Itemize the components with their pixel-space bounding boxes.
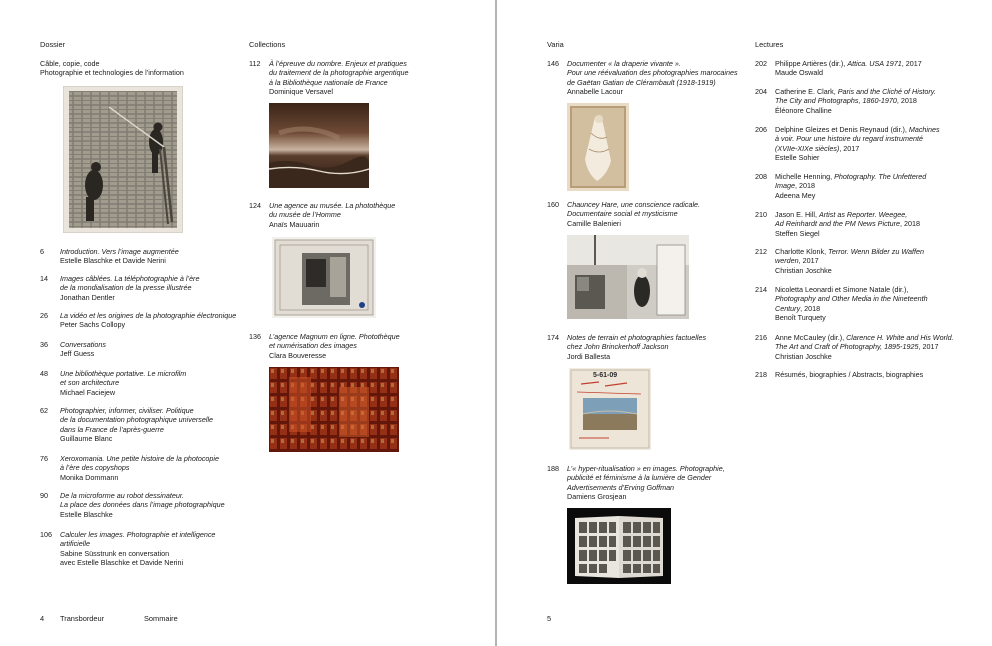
- seascape-image: [269, 103, 369, 188]
- toc-author: Guillaume Blanc: [60, 434, 113, 444]
- toc-author: Adeena Mey: [775, 190, 816, 200]
- dossier-photo: [63, 86, 183, 233]
- toc-page-number: 76: [40, 454, 48, 463]
- review-year: , 2018: [794, 181, 815, 191]
- toc-author: Benoît Turquety: [775, 313, 826, 323]
- collections-photo-archive-card: [272, 237, 376, 318]
- toc-title: La place des données dans l’image photographique: [60, 500, 225, 510]
- toc-page-number: 210: [755, 210, 767, 219]
- toc-page-number: 212: [755, 247, 767, 256]
- review-book-title: Photography and Other Media in the Nineteenth: [775, 294, 928, 304]
- book-image: [567, 508, 671, 584]
- collections-photo-magnum: [269, 367, 399, 452]
- review-book-title: à voir. Pour une histoire du regard instrumenté: [775, 134, 923, 144]
- toc-author: Annabelle Lacour: [567, 87, 623, 97]
- toc-title: Résumés, biographies / Abstracts, biographies: [775, 370, 924, 379]
- toc-title: du musée de l’Homme: [269, 210, 341, 220]
- toc-author: Christian Joschke: [775, 351, 832, 361]
- page-gutter: [495, 0, 497, 646]
- toc-page-number: 106: [40, 530, 52, 539]
- toc-author: Jordi Ballesta: [567, 351, 611, 361]
- toc-page-number: 202: [755, 59, 767, 68]
- toc-page-number: 216: [755, 333, 767, 342]
- toc-title: artificielle: [60, 539, 90, 549]
- toc-title: de la documentation photographique universelle: [60, 415, 214, 425]
- toc-page-number: 146: [547, 59, 559, 68]
- review-book-title: werden: [775, 256, 799, 266]
- slide-image: [569, 368, 651, 450]
- toc-title: Pour une réévaluation des photographies marocaines: [567, 68, 738, 78]
- review-book-title: Clarence H. White and His World.: [846, 333, 954, 342]
- review-book-title: Paris and the Cliché of History.: [837, 87, 936, 96]
- review-author: Anne McCauley (dir.),: [775, 333, 847, 342]
- toc-title: Photographier, informer, civiliser. Politique: [60, 406, 194, 415]
- dossier-topic: [40, 59, 240, 78]
- toc-author: avec Estelle Blaschke et Davide Nerini: [60, 558, 184, 568]
- toc-page-number: 112: [249, 59, 261, 68]
- review-author: Philippe Artières (dir.),: [775, 59, 848, 68]
- review-book-title: Machines: [908, 125, 940, 134]
- varia-photo-kitchen: [567, 235, 689, 319]
- toc-title: Advertisements d’Erving Goffman: [567, 482, 675, 492]
- toc-page-number: 6: [40, 247, 44, 256]
- toc-author: Estelle Sohier: [775, 153, 820, 163]
- toc-page-number: 188: [547, 464, 559, 473]
- review-author: Jason E. Hill,: [775, 210, 819, 219]
- toc-title: Une bibliothèque portative. Le microfilm: [60, 369, 187, 378]
- section-heading-varia: Varia: [547, 40, 564, 49]
- review-book-title: The City and Photographs, 1860-1970: [775, 96, 897, 106]
- footer-section-label: Sommaire: [144, 614, 178, 623]
- toc-author: Michael Faciejew: [60, 387, 116, 397]
- footer-page-number-right: 5: [547, 614, 552, 623]
- review-book-title: The Art and Craft of Photography, 1895-1925: [775, 342, 919, 352]
- review-year: , 2017: [918, 342, 939, 352]
- toc-title: publicité et féminisme à la lumière de Gender: [567, 473, 712, 483]
- review-year: , 2017: [798, 256, 819, 266]
- dossier-topic-line1: Câble, copie, code: [40, 59, 100, 68]
- toc-title: Documentaire social et mysticisme: [567, 209, 678, 219]
- section-heading-dossier: Dossier: [40, 40, 66, 49]
- review-book-title: (XVIIe-XIXe siècles): [775, 143, 840, 153]
- toc-author: Monika Dommann: [60, 472, 119, 482]
- toc-page-number: 26: [40, 311, 48, 320]
- toc-title: L’agence Magnum en ligne. Photothèque: [269, 332, 400, 341]
- review-book-title: Terror. Wenn Bilder zu Waffen: [828, 247, 925, 256]
- dossier-photo-image: [64, 87, 182, 232]
- section-heading-collections: Collections: [249, 40, 286, 49]
- toc-author: Peter Sachs Collopy: [60, 320, 126, 330]
- toc-author: Estelle Blaschke: [60, 509, 113, 519]
- toc-title: Calculer les images. Photographie et intelligence: [60, 530, 216, 539]
- toc-page-number: 136: [249, 332, 261, 341]
- toc-page-number: 206: [755, 125, 767, 134]
- toc-title: Une agence au musée. La photothèque: [269, 201, 396, 210]
- toc-title: à la Bibliothèque nationale de France: [269, 77, 388, 87]
- toc-page-number: 174: [547, 333, 559, 342]
- archive-card-image: [272, 237, 376, 318]
- review-book-title: Photography. The Unfettered: [834, 172, 927, 181]
- drapery-image: [567, 103, 629, 191]
- toc-title: Xeroxomania. Une petite histoire de la photocopie: [60, 454, 220, 463]
- toc-title: à l’ère des copyshops: [60, 463, 130, 473]
- review-author: Charlotte Klonk,: [775, 247, 829, 256]
- toc-title: Chauncey Hare, une conscience radicale.: [567, 200, 701, 209]
- toc-page-number: 14: [40, 274, 48, 283]
- review-year: , 2018: [900, 219, 921, 229]
- review-book-title: Century: [775, 303, 801, 313]
- toc-title: de la mondialisation de la presse illustrée: [60, 283, 192, 293]
- section-heading-lectures: Lectures: [755, 40, 784, 49]
- toc-page-number: 90: [40, 491, 48, 500]
- review-book-title: Attica. USA 1971: [847, 59, 902, 68]
- toc-title: L’« hyper-ritualisation » en images. Photographie,: [567, 464, 725, 473]
- toc-title: Notes de terrain et photographies factuelles: [567, 333, 707, 342]
- varia-photo-book: [567, 508, 671, 584]
- review-author: Delphine Gleizes et Denis Reynaud (dir.),: [775, 125, 909, 134]
- toc-author: Jeff Guess: [60, 349, 95, 359]
- toc-page-number: 214: [755, 285, 767, 294]
- toc-author: Maude Oswald: [775, 68, 823, 78]
- toc-page-number: 160: [547, 200, 559, 209]
- toc-author: Sabine Süsstrunk en conversation: [60, 548, 170, 558]
- toc-title: Images câblées. La téléphotographie à l’ère: [60, 274, 200, 283]
- toc-author: Clara Bouveresse: [269, 350, 327, 360]
- toc-author: Estelle Blaschke et Davide Nerini: [60, 256, 166, 266]
- dossier-topic-line2: Photographie et technologies de l’information: [40, 68, 184, 78]
- toc-title: de Gaëtan Gatian de Clérambault (1918-1919): [567, 77, 716, 87]
- toc-page-number: 208: [755, 172, 767, 181]
- toc-title: Conversations: [60, 340, 106, 349]
- toc-author: Anaïs Mauuarin: [269, 219, 320, 229]
- toc-title: Introduction. Vers l’image augmentée: [60, 247, 179, 256]
- toc-author: Dominique Versavel: [269, 87, 333, 97]
- toc-page-number: 48: [40, 369, 48, 378]
- varia-photo-drapery: [567, 103, 629, 191]
- collections-photo-seascape: [269, 103, 369, 188]
- review-book-title: Ad Reinhardt and the PM News Picture: [775, 219, 901, 229]
- toc-title: et son architecture: [60, 378, 120, 388]
- toc-title: De la microforme au robot dessinateur.: [60, 491, 184, 500]
- toc-title: dans la France de l’après-guerre: [60, 424, 164, 434]
- review-year: , 2018: [800, 303, 821, 313]
- toc-page-number: 204: [755, 87, 767, 96]
- toc-page-number: 36: [40, 340, 48, 349]
- toc-title: Documenter « la draperie vivante ».: [567, 59, 681, 68]
- toc-page-number: 62: [40, 406, 48, 415]
- toc-title: La vidéo et les origines de la photographie électronique: [60, 311, 237, 320]
- magnum-image: [269, 367, 399, 452]
- toc-title: chez John Brinckerhoff Jackson: [567, 342, 669, 352]
- toc-title: et numérisation des images: [269, 341, 357, 351]
- review-author: Nicoletta Leonardi et Simone Natale (dir.),: [775, 285, 909, 294]
- toc-author: Éléonore Challine: [775, 105, 832, 115]
- toc-author: Christian Joschke: [775, 265, 832, 275]
- review-author: Michelle Henning,: [775, 172, 835, 181]
- toc-page-number: 218: [755, 370, 767, 379]
- review-book-title: Artist as Reporter. Weegee,: [818, 210, 908, 219]
- toc-author: Steffen Siegel: [775, 228, 820, 238]
- review-book-title: Image: [775, 181, 795, 191]
- toc-page-number: 124: [249, 201, 261, 210]
- review-author: Catherine E. Clark,: [775, 87, 838, 96]
- toc-title: À l’épreuve du nombre. Enjeux et pratiques: [269, 59, 407, 68]
- toc-author: Jonathan Dentler: [60, 292, 115, 302]
- footer-page-number-left: 4: [40, 614, 45, 623]
- kitchen-image: [567, 235, 689, 319]
- toc-author: Camille Balenieri: [567, 218, 621, 228]
- review-year: , 2017: [901, 59, 922, 68]
- review-year: , 2017: [839, 143, 860, 153]
- toc-title: du traitement de la photographie argentique: [269, 68, 409, 78]
- varia-photo-slide: [569, 368, 651, 450]
- toc-author: Damiens Grosjean: [567, 492, 627, 502]
- footer-journal-name: Transbordeur: [60, 614, 105, 623]
- review-year: , 2018: [896, 96, 917, 106]
- slide-label: 5-61-09: [593, 372, 618, 379]
